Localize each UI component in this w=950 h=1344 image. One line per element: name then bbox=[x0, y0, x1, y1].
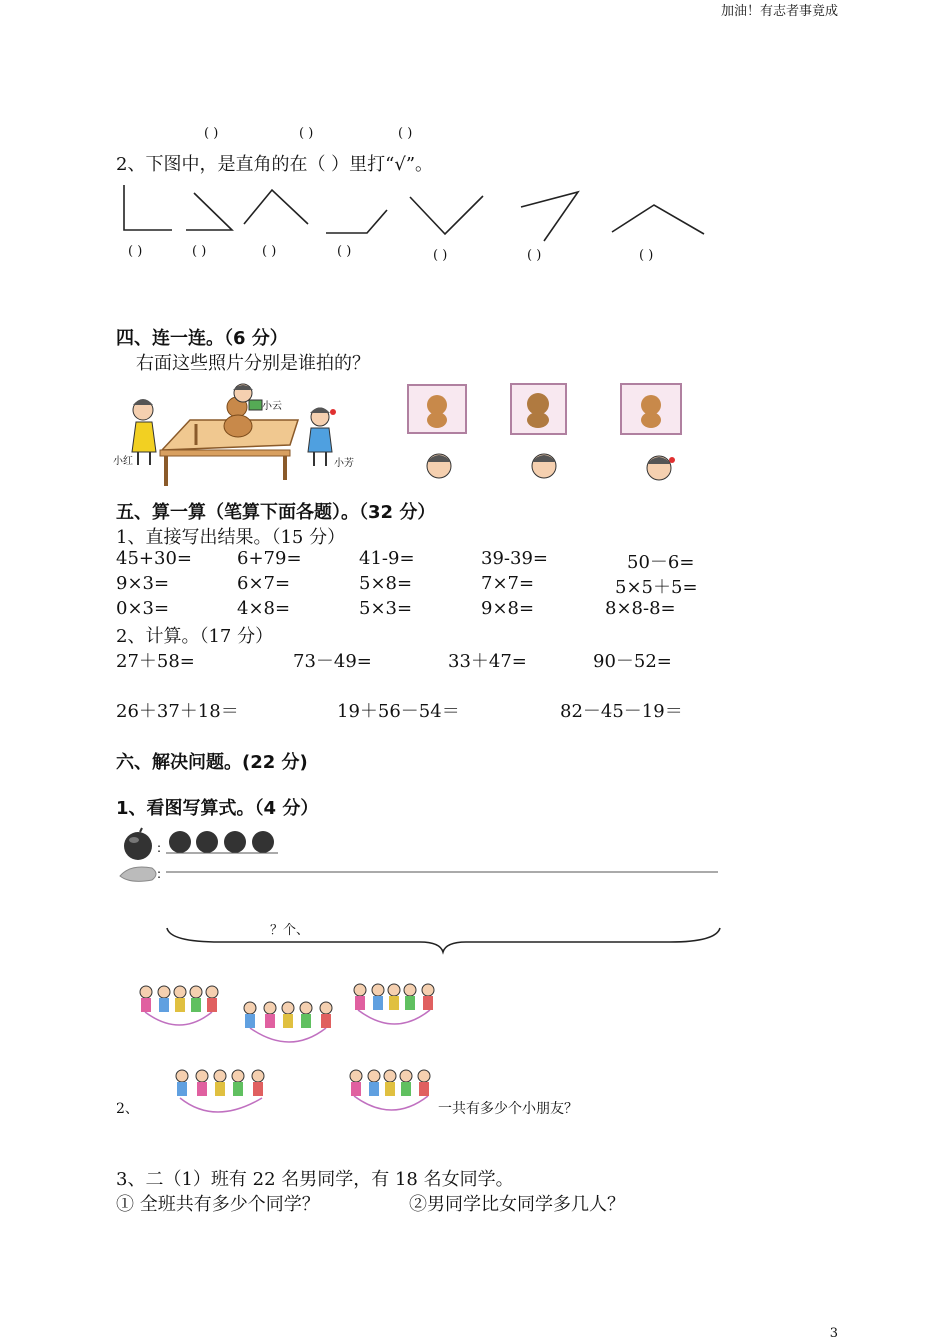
q1-r2-c3: 5×8= bbox=[359, 573, 413, 594]
section6-q3-sub2: ②男同学比女同学多几人？ bbox=[409, 1194, 625, 1215]
answer-paren-5: ( ) bbox=[433, 248, 448, 263]
q2-r1-c2: 73－49= bbox=[293, 651, 372, 672]
q1-r2-c1: 9×3= bbox=[116, 573, 170, 594]
name-xiaofang: 小芳 bbox=[334, 458, 354, 469]
q1-r3-c5: 8×8-8= bbox=[605, 598, 676, 619]
section6-q3-text: 3、二（1）班有 22 名男同学，有 18 名女同学。 bbox=[116, 1169, 514, 1190]
section6-q3-sub1: ① 全班共有多少个同学？ bbox=[116, 1194, 320, 1215]
section6-title: 六、解决问题。(22 分) bbox=[116, 752, 308, 773]
header-motto: 加油！有志者事竟成 bbox=[720, 4, 838, 19]
answer-paren-4: ( ) bbox=[337, 244, 352, 259]
top-paren-3: ( ) bbox=[398, 126, 413, 141]
q1-r3-c2: 4×8= bbox=[237, 598, 291, 619]
q1-r1-c2: 6+79= bbox=[237, 548, 302, 569]
top-paren-2: ( ) bbox=[299, 126, 314, 141]
section6-q1-title: 1、看图写算式。（4 分） bbox=[116, 798, 319, 819]
q2-r2-c3: 82－45－19＝ bbox=[560, 701, 683, 722]
svg-text::: : bbox=[157, 841, 162, 855]
q1-r2-c5: 5×5＋5= bbox=[615, 577, 698, 598]
page-number: 3 bbox=[829, 1326, 838, 1341]
section6-q2-question: 一共有多少个小朋友？ bbox=[438, 1101, 578, 1117]
answer-paren-7: ( ) bbox=[639, 248, 654, 263]
q2-r1-c4: 90－52= bbox=[593, 651, 672, 672]
section4-title: 四、连一连。（6 分） bbox=[116, 328, 288, 349]
q1-r2-c2: 6×7= bbox=[237, 573, 291, 594]
svg-text::: : bbox=[157, 867, 162, 881]
q2-r1-c1: 27＋58= bbox=[116, 651, 195, 672]
answer-paren-6: ( ) bbox=[527, 248, 542, 263]
q1-r2-c4: 7×7= bbox=[481, 573, 535, 594]
q2-r2-c2: 19＋56－54＝ bbox=[337, 701, 460, 722]
q1-r3-c3: 5×3= bbox=[359, 598, 413, 619]
answer-paren-2: ( ) bbox=[192, 244, 207, 259]
q1-r3-c1: 0×3= bbox=[116, 598, 170, 619]
q2-r1-c3: 33＋47= bbox=[448, 651, 527, 672]
answer-paren-3: ( ) bbox=[262, 244, 277, 259]
answer-paren-1: ( ) bbox=[128, 244, 143, 259]
q1-r1-c3: 41-9= bbox=[359, 548, 415, 569]
top-paren-1: ( ) bbox=[204, 126, 219, 141]
name-xiaoyun: 小云 bbox=[262, 401, 282, 412]
section4-question: 右面这些照片分别是谁拍的？ bbox=[136, 353, 370, 374]
section6-q2-prefix: 2、 bbox=[116, 1101, 139, 1117]
q1-r1-c4: 39-39= bbox=[481, 548, 548, 569]
q1-r3-c4: 9×8= bbox=[481, 598, 535, 619]
name-xiaohong: 小红 bbox=[113, 456, 133, 467]
angles-question: 2、下图中，是直角的在（ ）里打“√”。 bbox=[116, 154, 434, 175]
q1-r1-c5: 50－6= bbox=[627, 552, 695, 573]
q1-r1-c1: 45+30= bbox=[116, 548, 192, 569]
section5-q2-title: 2、计算。（17 分） bbox=[116, 626, 274, 647]
brace-label: ？个、 bbox=[270, 923, 310, 938]
q2-r2-c1: 26＋37＋18＝ bbox=[116, 701, 239, 722]
section5-q1-title: 1、直接写出结果。（15 分） bbox=[116, 527, 346, 548]
section5-title: 五、算一算（笔算下面各题）。（32 分） bbox=[116, 502, 436, 523]
